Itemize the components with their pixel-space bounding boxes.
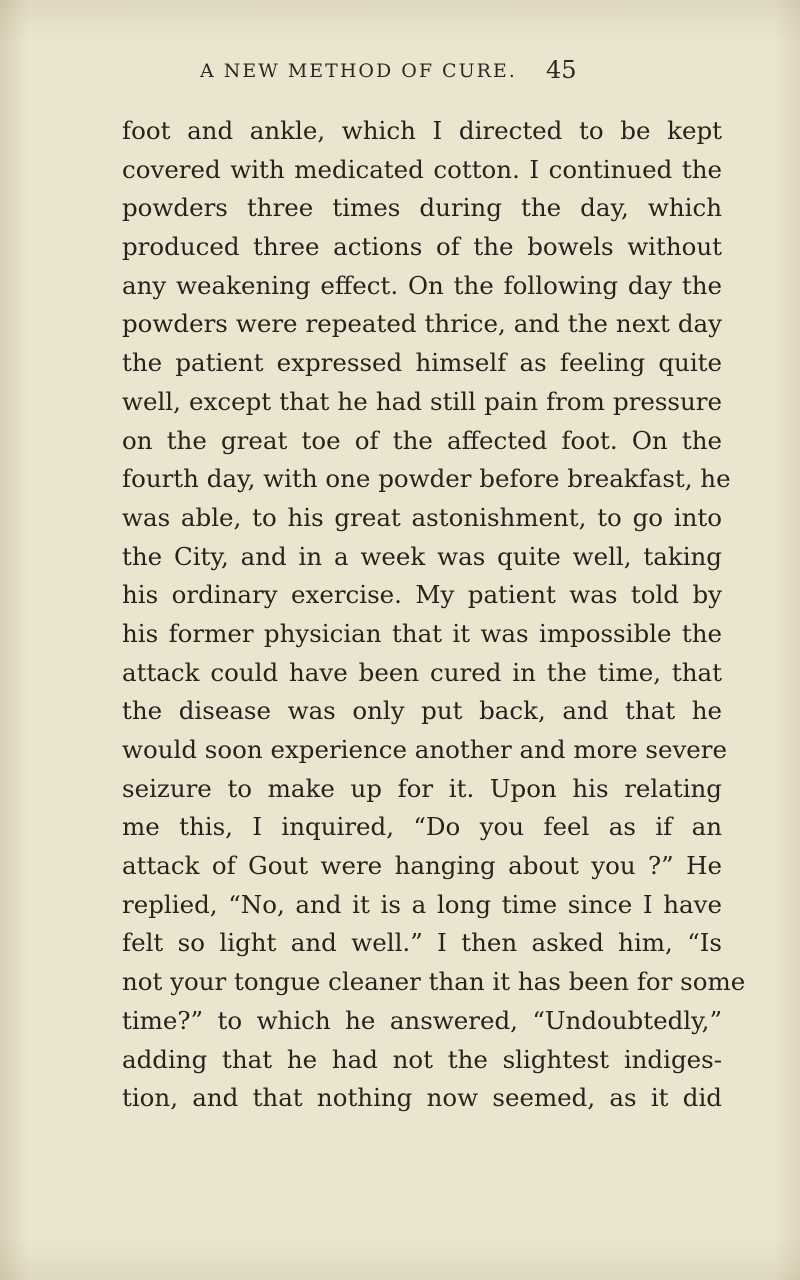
- text-line: the City, and in a week was quite well, taking: [122, 541, 722, 571]
- text-line: the patient expressed himself as feeling quite: [122, 348, 722, 378]
- text-line: produced three actions of the bowels without: [122, 232, 722, 262]
- text-line: felt so light and well.” I then asked him, “Is: [122, 928, 722, 958]
- text-line: his former physician that it was impossible the: [122, 618, 722, 648]
- text-line: foot and ankle, which I directed to be kept: [122, 116, 722, 145]
- body-text: [122, 112, 746, 1118]
- page-number: 45: [546, 56, 577, 84]
- text-line: adding that he had not the slightest indiges-: [122, 1044, 722, 1074]
- text-line: attack could have been cured in the time, that: [122, 657, 722, 687]
- text-line: the disease was only put back, and that he: [122, 696, 722, 726]
- text-line: not your tongue cleaner than it has been for some: [122, 967, 746, 997]
- text-line: any weakening effect. On the following day the: [122, 270, 722, 300]
- text-line: his ordinary exercise. My patient was told by: [122, 580, 722, 610]
- text-line: powders were repeated thrice, and the next day: [122, 309, 722, 339]
- running-head: A NEW METHOD OF CURE.: [200, 60, 517, 82]
- text-line: attack of Gout were hanging about you ?” He: [122, 851, 722, 881]
- text-line: seizure to make up for it. Upon his relating: [122, 773, 722, 803]
- text-line: replied, “No, and it is a long time since I have: [122, 889, 722, 919]
- page-header: [200, 56, 600, 88]
- text-line: tion, and that nothing now seemed, as it did: [122, 1083, 722, 1113]
- text-line: on the great toe of the affected foot. On the: [122, 425, 722, 455]
- text-line: powders three times during the day, which: [122, 193, 722, 223]
- text-line: would soon experience another and more severe: [122, 735, 727, 764]
- text-line: fourth day, with one powder before breakfast, he: [122, 464, 731, 494]
- text-line: time?” to which he answered, “Undoubtedly,”: [122, 1005, 722, 1035]
- text-line: was able, to his great astonishment, to go into: [122, 502, 722, 532]
- text-line: covered with medicated cotton. I continued the: [122, 154, 722, 184]
- text-line: well, except that he had still pain from pressure: [122, 386, 722, 416]
- text-line: me this, I inquired, “Do you feel as if an: [122, 812, 722, 842]
